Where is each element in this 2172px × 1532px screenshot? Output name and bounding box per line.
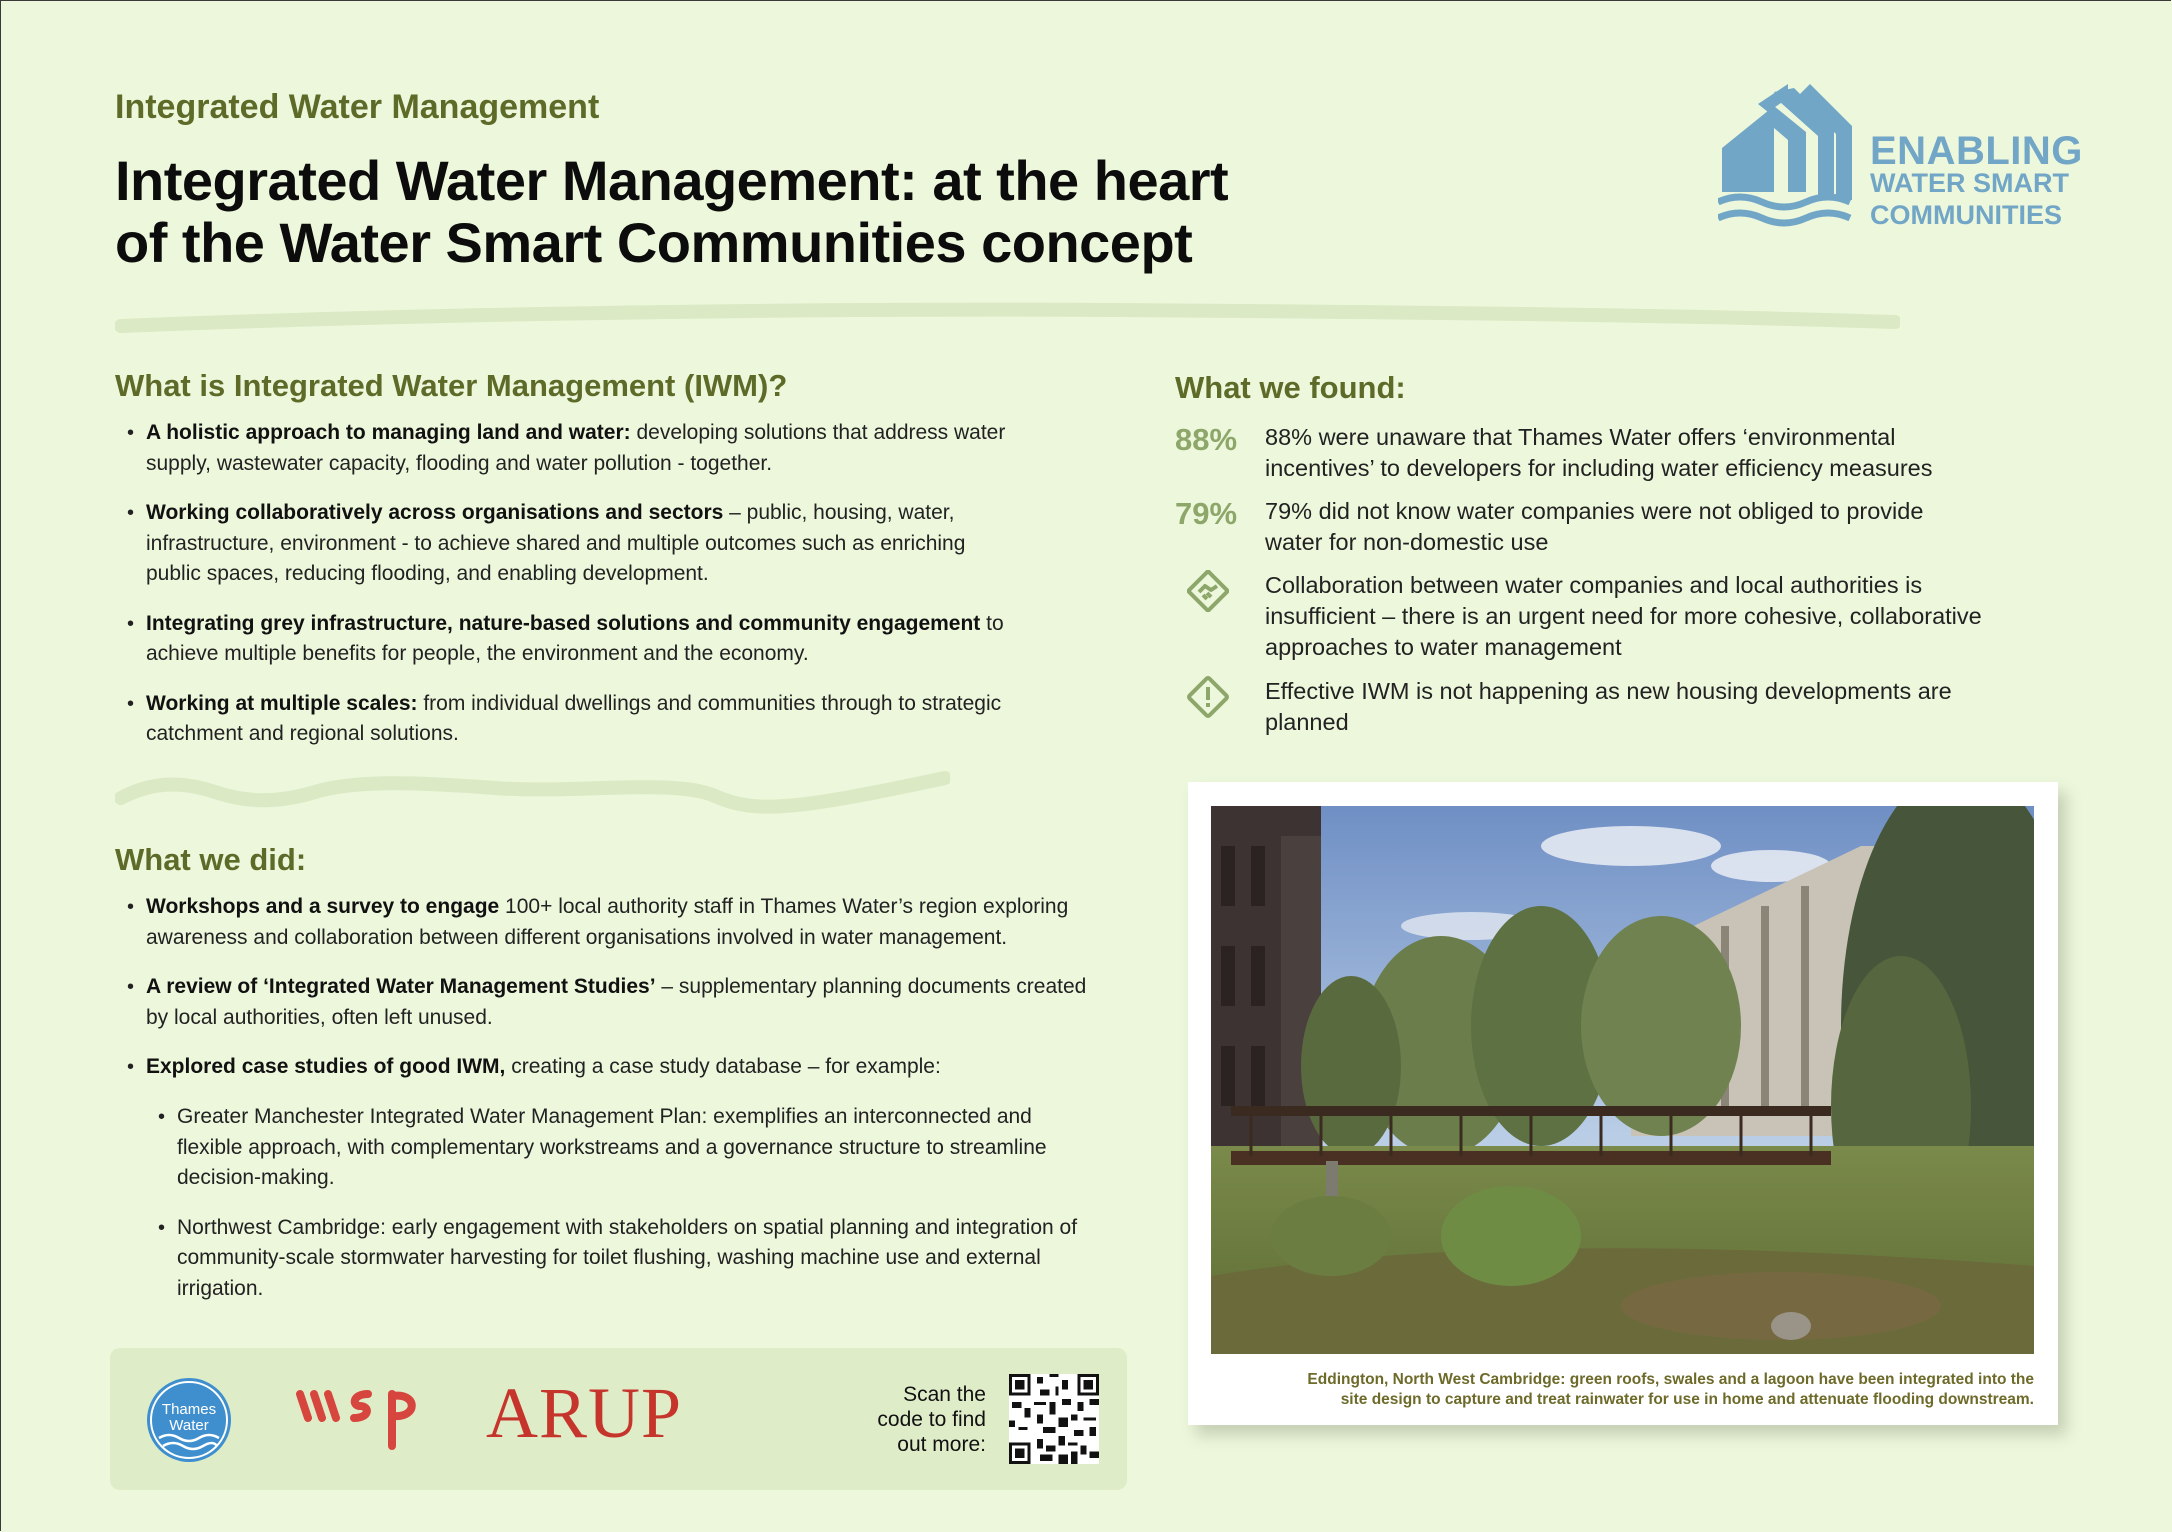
what-is-heading: What is Integrated Water Management (IWM)?: [115, 368, 788, 403]
what-did-list: [115, 892, 1100, 1102]
list-item: • Explored case studies of good IWM, creating a case study database – for example:: [115, 1052, 1100, 1083]
list-item: • Northwest Cambridge: early engagement with stakeholders on spatial planning and integration of community-scale stormwater harvesting for toilet flushing, washing machine use and external irrigation.: [115, 1213, 1100, 1305]
list-item: • A review of ‘Integrated Water Management Studies’ – supplementary planning documents created by local authorities, often left unused.: [115, 972, 1100, 1033]
scan-text-line-1: Scan the: [903, 1383, 986, 1406]
section-kicker: Integrated Water Management: [115, 88, 600, 126]
wave-divider: [115, 770, 950, 830]
case-study-list: [115, 1102, 1100, 1323]
thames-water-logo: [145, 1376, 233, 1464]
finding-text: Effective IWM is not happening as new housing developments are planned: [1265, 678, 1952, 735]
logo-line-1: ENABLING: [1870, 129, 2083, 173]
handshake-icon: [1187, 570, 1229, 612]
list-item: • Working at multiple scales: from individual dwellings and communities through to strategic catchment and regional solutions.: [115, 689, 1015, 750]
what-did-heading: What we did:: [115, 842, 307, 877]
list-item: • A holistic approach to managing land and water: developing solutions that address water supply, wastewater capacity, flooding and water pollution - together.: [115, 418, 1015, 479]
list-item: • Greater Manchester Integrated Water Management Plan: exemplifies an interconnected and flexible approach, with complementary workstreams and a governance structure to streamline decision-making.: [115, 1102, 1100, 1194]
stat-value: 88%: [1175, 422, 1238, 457]
finding-text: Collaboration between water companies and local authorities is insufficient – there is an urgent need for more cohesive, collaborative approaches to water management: [1265, 572, 1982, 660]
arup-logo: ARUP: [486, 1373, 683, 1453]
eddington-photo: [1211, 806, 2034, 1354]
page-title: [115, 150, 1415, 274]
qr-code[interactable]: [1009, 1374, 1099, 1464]
caption-line-2: site design to capture and treat rainwater for use in home and attenuate flooding downstream.: [1340, 1391, 2034, 1408]
caption-line-1: Eddington, North West Cambridge: green roofs, swales and a lagoon have been integrated into the: [1307, 1371, 2034, 1388]
photo-caption: [1212, 1370, 2034, 1410]
finding-text: 79% did not know water companies were not obliged to provide water for non-domestic use: [1265, 498, 1924, 555]
what-is-list: [115, 418, 1015, 769]
title-line-1: Integrated Water Management: at the heart: [115, 149, 1229, 212]
scan-text-line-2: code to find: [877, 1408, 986, 1431]
photo-card: [1188, 782, 2058, 1425]
partner-footer: [110, 1348, 1127, 1490]
title-line-2: of the Water Smart Communities concept: [115, 211, 1193, 274]
brush-divider: [115, 300, 1900, 340]
list-item: • Working collaboratively across organisations and sectors – public, housing, water, infrastructure, environment - to achieve shared and multiple outcomes such as enriching public spaces, reducing flooding, and enabling development.: [115, 498, 1015, 590]
stat-value: 79%: [1175, 496, 1238, 531]
logo-line-3: COMMUNITIES: [1870, 200, 2062, 230]
thames-line-2: Water: [169, 1417, 209, 1434]
thames-line-1: Thames: [161, 1401, 217, 1418]
list-item: • Workshops and a survey to engage 100+ local authority staff in Thames Water’s region exploring awareness and collaboration between different organisations involved in water management.: [115, 892, 1100, 953]
wsp-logo: [294, 1376, 424, 1452]
scan-text: [830, 1382, 986, 1457]
list-item: • Integrating grey infrastructure, nature-based solutions and community engagement to achieve multiple benefits for people, the environment and the economy.: [115, 609, 1015, 670]
finding-text: 88% were unaware that Thames Water offers ‘environmental incentives’ to developers for including water efficiency measures: [1265, 424, 1933, 481]
logo-line-2: WATER SMART: [1870, 168, 2069, 198]
what-found-heading: What we found:: [1175, 370, 1406, 405]
warning-icon: [1187, 676, 1229, 718]
logo-wordmark: [1870, 129, 2083, 231]
scan-text-line-3: out more:: [897, 1433, 986, 1456]
